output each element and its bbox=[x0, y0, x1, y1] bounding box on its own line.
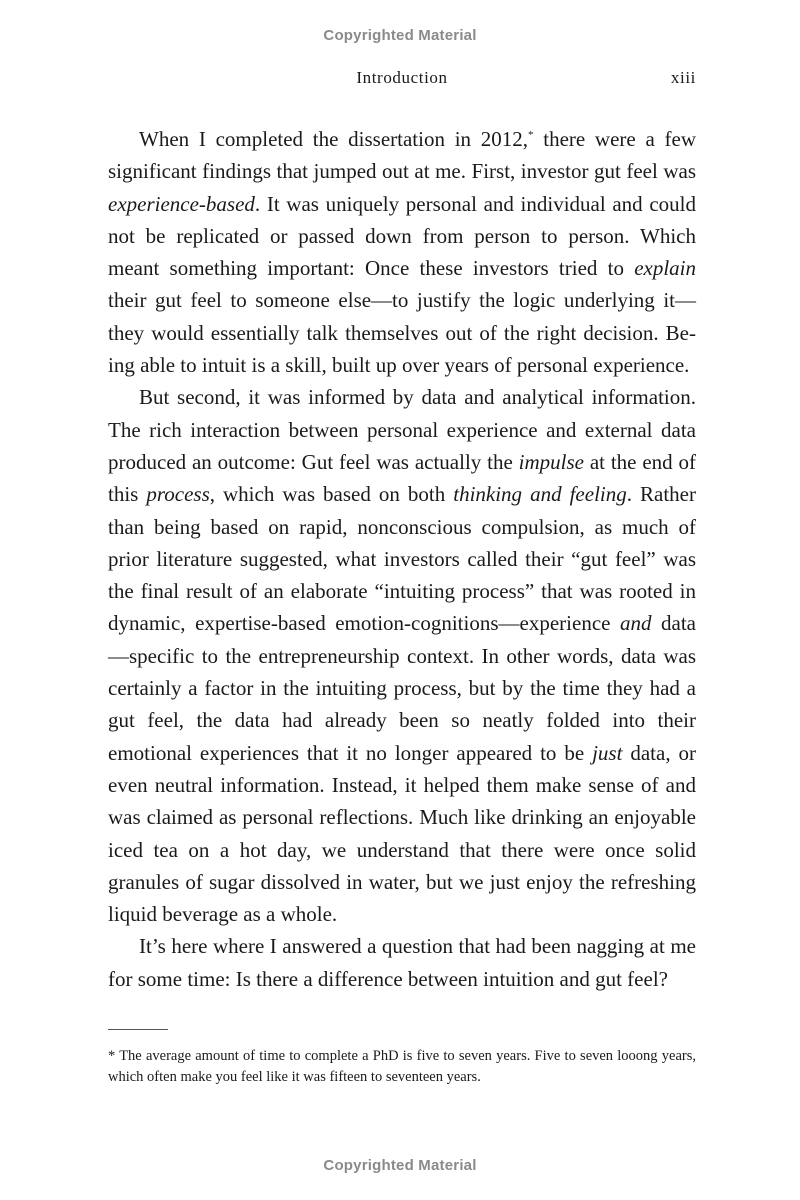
page-number: xiii bbox=[670, 68, 696, 87]
text-run: at the end of this bbox=[108, 449, 697, 507]
text-run: data, or even neutral information. Instead, it helped them make sense of and was claimed as personal reflections. Much like drinking an enjoyable iced tea on a hot day, we understand that there were once solid granules of sugar dissolved in water, but we just enjoy the refreshing liquid beverage as a whole. bbox=[108, 740, 696, 927]
copyright-watermark-top: Copyrighted Material bbox=[323, 27, 477, 44]
text-run: their gut feel to someone else—to justify the logic underlying it—they would essentially talk themselves out of the right decision. Being able to intuit is a skill, built up over years of personal experience. bbox=[108, 288, 696, 378]
footnote-marker: * bbox=[528, 129, 534, 141]
italic-phrase: process bbox=[146, 482, 210, 507]
footnote-divider bbox=[108, 1029, 168, 1030]
text-run: data—specific to the entrepreneurship context. In other words, data was certainly a factor in the intuiting process, but by the time they had a gut feel, the data had already been so neatly folded into their emotional experiences that it no longer appeared to be bbox=[108, 611, 696, 765]
running-head bbox=[108, 68, 696, 92]
paragraph-1 bbox=[108, 123, 696, 381]
body-text bbox=[108, 123, 696, 995]
italic-phrase: just bbox=[592, 740, 623, 765]
text-run: When I completed the dissertation in 2012, bbox=[139, 127, 529, 151]
text-run: , which was based on both bbox=[209, 482, 454, 507]
italic-phrase: explain bbox=[634, 256, 696, 281]
chapter-title: Introduction bbox=[356, 68, 448, 87]
copyright-watermark-bottom: Copyrighted Material bbox=[323, 1157, 477, 1174]
italic-phrase: thinking and feeling bbox=[453, 482, 627, 507]
text-run: But second, it was informed by data and analytical information. The rich interaction between personal experience and external data produced an outcome: Gut feel was actually the bbox=[108, 385, 696, 474]
text-run: . Rather than being based on rapid, nonconscious compulsion, as much of prior literature suggested, what investors called their “gut feel” was the final result of an elaborate “intuiting process” that was rooted in dynamic, expertise-based emotion-cognitions—experience bbox=[108, 482, 696, 636]
italic-phrase: impulse bbox=[518, 449, 584, 474]
text-run: there were a few significant findings that jumped out at me. First, investor gut feel was bbox=[108, 127, 696, 184]
text-run: It’s here where I answered a question that had been nagging at me for some time: Is there a difference between intuition and gut feel? bbox=[108, 934, 696, 991]
text-run: . It was uniquely personal and individual and could not be replicated or passed down from person to person. Which meant something important: Once these investors tried to bbox=[108, 191, 696, 281]
paragraph-3 bbox=[108, 930, 696, 995]
paragraph-2 bbox=[108, 381, 696, 930]
italic-phrase: and bbox=[619, 611, 652, 636]
footnote: * The average amount of time to complete a PhD is five to seven years. Five to seven looong years, which often make you feel like it was fifteen to seventeen years. bbox=[108, 1048, 696, 1085]
italic-phrase: experience-based bbox=[108, 191, 255, 216]
